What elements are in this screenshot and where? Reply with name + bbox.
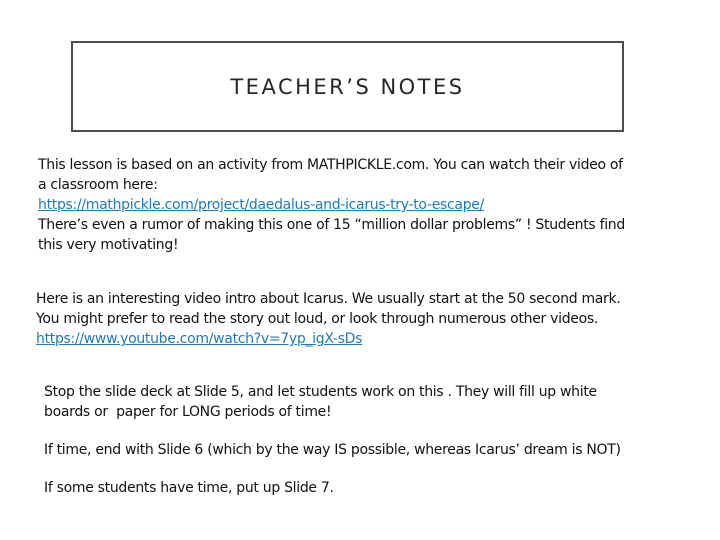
text-line: a classroom here: (38, 177, 158, 193)
text-line: Here is an interesting video intro about Icarus. We usually start at the 50 second mark. (36, 291, 621, 307)
text-line: If some students have time, put up Slide 7. (44, 480, 334, 496)
text-line: this very motivating! (38, 237, 179, 253)
text-line: If time, end with Slide 6 (which by the way IS possible, whereas Icarus’ dream is NOT) (44, 442, 621, 458)
youtube-link[interactable]: https://www.youtube.com/watch?v=7yp_igX-sDs (36, 331, 363, 347)
text-line: There’s even a rumor of making this one of 15 “million dollar problems” ! Students find (38, 217, 625, 233)
text-line: You might prefer to read the story out loud, or look through numerous other videos. (36, 311, 599, 327)
notes-block-video (36, 289, 706, 349)
notes-block-instructions (44, 382, 710, 498)
notes-block-mathpickle (38, 155, 708, 255)
paragraph-gap (44, 460, 710, 478)
title-box (71, 41, 624, 132)
text-line: Stop the slide deck at Slide 5, and let students work on this . They will fill up white (44, 384, 597, 400)
mathpickle-link[interactable]: https://mathpickle.com/project/daedalus-and-icarus-try-to-escape/ (38, 197, 485, 213)
paragraph-gap (44, 422, 710, 440)
text-line: boards or paper for LONG periods of time! (44, 404, 332, 420)
text-line: This lesson is based on an activity from MATHPICKLE.com. You can watch their video of (38, 157, 623, 173)
slide-title: TEACHER’S NOTES (230, 74, 465, 99)
